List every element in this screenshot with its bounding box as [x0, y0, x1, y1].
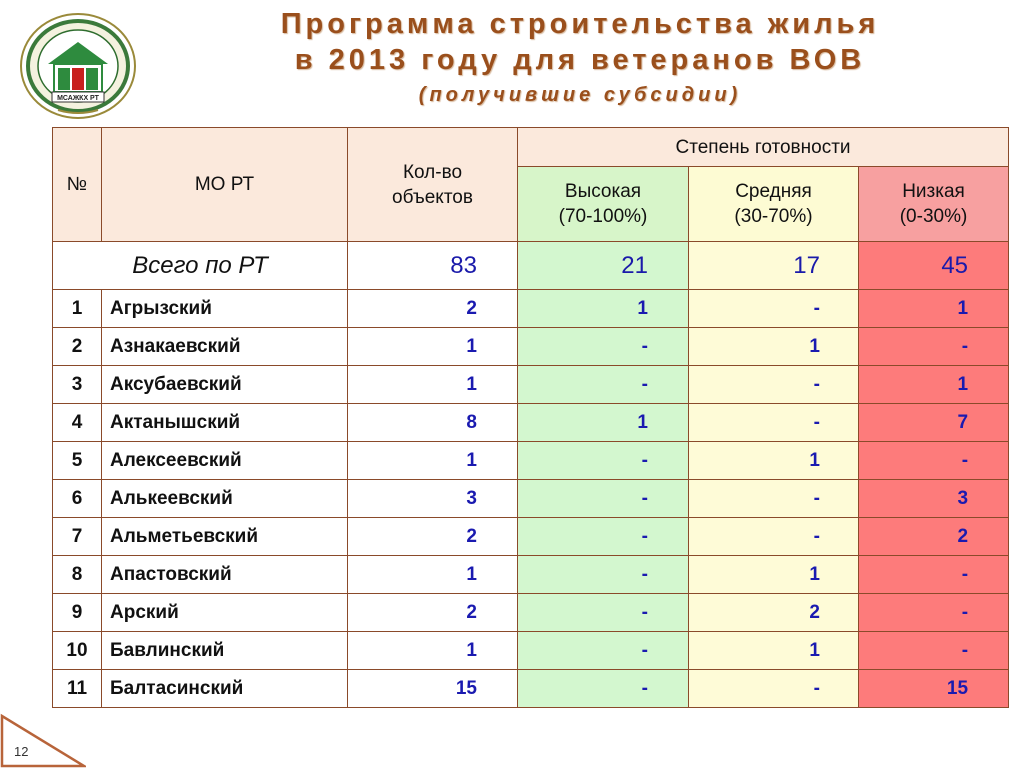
row-mid: - [689, 290, 859, 328]
total-low: 45 [859, 242, 1009, 290]
row-low: - [859, 594, 1009, 632]
row-mid: - [689, 670, 859, 708]
row-number: 6 [53, 480, 102, 518]
row-high: - [518, 556, 689, 594]
row-mid: - [689, 404, 859, 442]
header-low-line1: Низкая [902, 181, 965, 202]
row-number: 5 [53, 442, 102, 480]
row-mid: 1 [689, 556, 859, 594]
row-mid: - [689, 480, 859, 518]
row-district-name: Аксубаевский [102, 366, 348, 404]
row-kol: 15 [348, 670, 518, 708]
row-high: 1 [518, 404, 689, 442]
row-number: 10 [53, 632, 102, 670]
row-high: - [518, 594, 689, 632]
row-high: - [518, 442, 689, 480]
header-mid-line1: Средняя [735, 181, 812, 202]
logo-label: МСАЖКХ РТ [57, 95, 99, 102]
row-number: 11 [53, 670, 102, 708]
page-number: 12 [14, 744, 29, 759]
header-num: № [53, 128, 102, 242]
row-low: - [859, 556, 1009, 594]
row-district-name: Арский [102, 594, 348, 632]
header-mid-line2: (30-70%) [734, 206, 813, 227]
row-number: 2 [53, 328, 102, 366]
ministry-logo [18, 12, 138, 120]
table-row [53, 480, 1009, 518]
header-mo: МО РТ [102, 128, 348, 242]
total-mid: 17 [689, 242, 859, 290]
row-number: 9 [53, 594, 102, 632]
header-low [859, 167, 1009, 242]
header-low-line2: (0-30%) [899, 206, 968, 227]
table-row [53, 290, 1009, 328]
header-high-line2: (70-100%) [558, 206, 648, 227]
row-district-name: Актанышский [102, 404, 348, 442]
header-readiness: Степень готовности [518, 128, 1009, 167]
table-body [53, 290, 1009, 708]
row-district-name: Алексеевский [102, 442, 348, 480]
table-row [53, 404, 1009, 442]
title-line-2: в 2013 году для ветеранов ВОВ [294, 44, 866, 76]
table-row [53, 670, 1009, 708]
row-kol: 1 [348, 442, 518, 480]
row-mid: - [689, 366, 859, 404]
row-high: - [518, 366, 689, 404]
row-number: 4 [53, 404, 102, 442]
total-row [53, 242, 1009, 290]
table-row [53, 442, 1009, 480]
row-district-name: Азнакаевский [102, 328, 348, 366]
row-district-name: Альметьевский [102, 518, 348, 556]
row-kol: 8 [348, 404, 518, 442]
row-district-name: Бавлинский [102, 632, 348, 670]
row-low: 7 [859, 404, 1009, 442]
row-kol: 1 [348, 556, 518, 594]
row-low: - [859, 632, 1009, 670]
row-kol: 2 [348, 290, 518, 328]
table-row [53, 632, 1009, 670]
row-low: 1 [859, 290, 1009, 328]
row-kol: 1 [348, 328, 518, 366]
row-low: - [859, 328, 1009, 366]
page-title [150, 6, 1010, 78]
table-row [53, 556, 1009, 594]
row-kol: 1 [348, 632, 518, 670]
row-kol: 3 [348, 480, 518, 518]
total-label: Всего по РТ [53, 242, 348, 290]
row-high: - [518, 670, 689, 708]
row-kol: 2 [348, 594, 518, 632]
title-line-1: Программа строительства жилья [280, 8, 880, 40]
header-kol-line1: Кол-во [402, 161, 463, 183]
row-high: - [518, 328, 689, 366]
total-high: 21 [518, 242, 689, 290]
header-high-line1: Высокая [564, 181, 642, 202]
row-high: - [518, 632, 689, 670]
row-high: - [518, 518, 689, 556]
row-low: 15 [859, 670, 1009, 708]
row-low: - [859, 442, 1009, 480]
table-row [53, 594, 1009, 632]
table-row [53, 328, 1009, 366]
table-row [53, 518, 1009, 556]
row-number: 8 [53, 556, 102, 594]
housing-program-table [52, 127, 1009, 708]
row-mid: 1 [689, 442, 859, 480]
row-district-name: Балтасинский [102, 670, 348, 708]
row-mid: - [689, 518, 859, 556]
table-row [53, 366, 1009, 404]
row-low: 3 [859, 480, 1009, 518]
row-district-name: Алькеевский [102, 480, 348, 518]
row-high: - [518, 480, 689, 518]
row-low: 1 [859, 366, 1009, 404]
header-high [518, 167, 689, 242]
row-mid: 2 [689, 594, 859, 632]
row-high: 1 [518, 290, 689, 328]
row-mid: 1 [689, 632, 859, 670]
header-kol [348, 128, 518, 242]
row-district-name: Агрызский [102, 290, 348, 328]
header-mid [689, 167, 859, 242]
row-district-name: Апастовский [102, 556, 348, 594]
total-kol: 83 [348, 242, 518, 290]
row-kol: 1 [348, 366, 518, 404]
row-mid: 1 [689, 328, 859, 366]
row-number: 3 [53, 366, 102, 404]
page-corner [0, 712, 86, 768]
row-number: 7 [53, 518, 102, 556]
row-low: 2 [859, 518, 1009, 556]
row-number: 1 [53, 290, 102, 328]
header-kol-line2: объектов [392, 186, 473, 208]
page-subtitle: (получившие субсидии) [418, 84, 742, 106]
row-kol: 2 [348, 518, 518, 556]
